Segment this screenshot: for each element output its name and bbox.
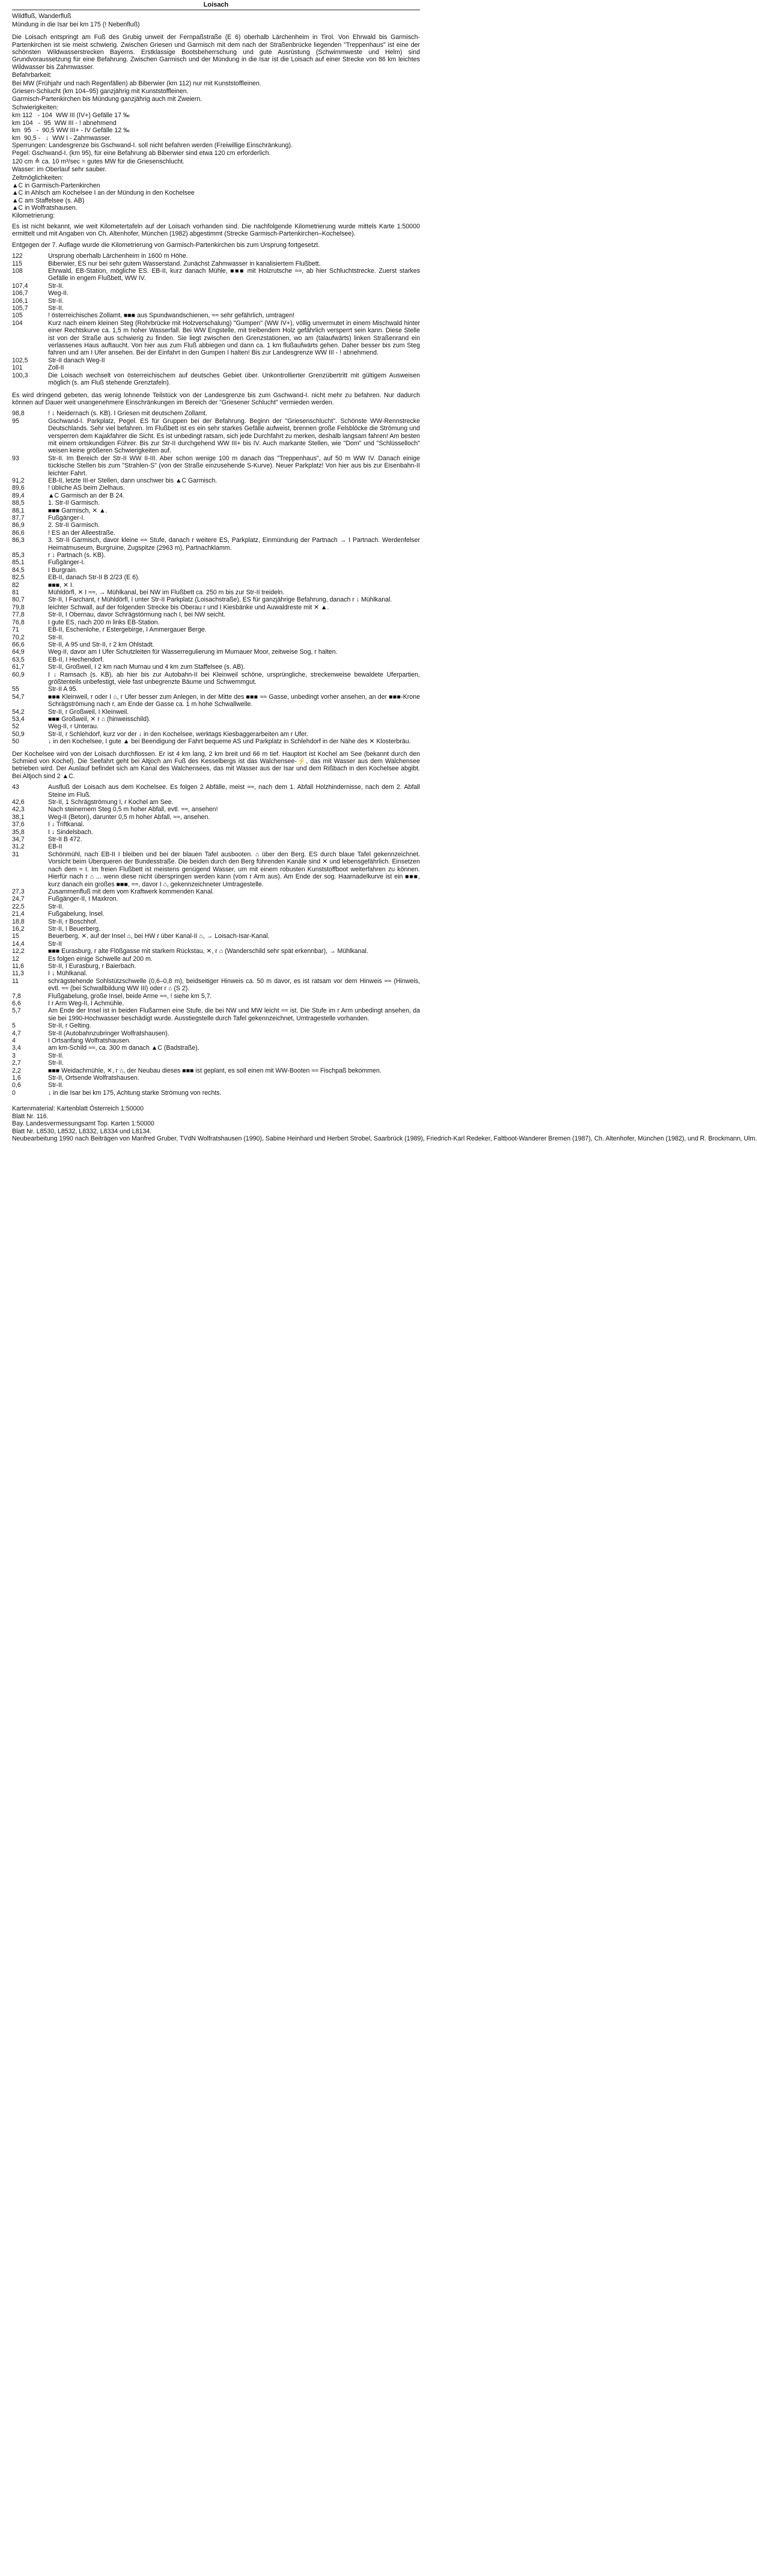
- km-entries-a: [12, 252, 420, 391]
- km-value: 0,6: [12, 1082, 21, 1089]
- km-entry: [12, 970, 420, 977]
- km-entry: [12, 978, 420, 993]
- km-value: 93: [12, 454, 19, 462]
- footer-line: Blatt Nr. 116.: [12, 1112, 49, 1120]
- km-description: Beuerberg, ✕, auf der Insel ⌂, bei HW r über Kanal-II ⌂, → Loisach-Isar-Kanal.: [48, 933, 270, 940]
- difficulty-row: km 112 - 104 WW III (IV+) Gefälle 17 ‰: [12, 112, 130, 120]
- km-description: Str-II.: [48, 633, 64, 641]
- km-value: 24,7: [12, 895, 25, 903]
- km-entry: [12, 582, 420, 589]
- km-entry: [12, 455, 420, 477]
- km-value: 16,2: [12, 925, 25, 933]
- km-entry: [12, 522, 420, 529]
- km-entry: [12, 1074, 420, 1082]
- page-title: Loisach: [203, 1, 229, 8]
- km-value: 81: [12, 589, 19, 597]
- camping-item: ▲C in Garmisch-Partenkirchen: [12, 181, 100, 189]
- intro-paragraphs: [12, 34, 420, 111]
- km-value: 27,3: [12, 888, 25, 895]
- km-value: 86,3: [12, 537, 25, 544]
- km-entry: [12, 1044, 420, 1052]
- info-paragraph: Sperrungen: Landesgrenze bis Gschwand-I. soll nicht befahren werden (Freiwillige Einschränkung).: [12, 141, 293, 149]
- camping-item: ▲C in Ahlsch am Kochelsee I an der Mündung in den Kochelsee: [12, 189, 195, 197]
- km-value: 86,6: [12, 529, 25, 537]
- km-description: ■■■ Garmisch, ✕ ▲.: [48, 507, 108, 514]
- km-entry: [12, 537, 420, 552]
- km-entry: [12, 671, 420, 686]
- km-description: Str-II.: [48, 297, 64, 305]
- km-description: EB-II, danach Str-II B 2/23 (E 6).: [48, 574, 140, 582]
- km-entry: [12, 364, 420, 371]
- km-description: EB-II: [48, 843, 62, 851]
- km-entry: [12, 1000, 420, 1007]
- km-value: 66,6: [12, 641, 25, 648]
- km-value: 85,1: [12, 559, 25, 567]
- km-entry: [12, 641, 420, 648]
- km-value: 21,4: [12, 910, 25, 918]
- km-value: 70,2: [12, 633, 25, 641]
- km-description: Zoll-II: [48, 364, 64, 372]
- km-value: 84,5: [12, 566, 25, 574]
- km-description: I ↓ Mühlkanal.: [48, 970, 88, 978]
- km-value: 5: [12, 1022, 16, 1030]
- km-description: Es folgen einige Schwelle auf 200 m.: [48, 955, 153, 963]
- km-description: Str-II, r Gelting.: [48, 1022, 91, 1030]
- km-description: Str-II: [48, 940, 62, 948]
- km-value: 108: [12, 267, 23, 275]
- km-description: Die Loisach wechselt von österreichischem auf deutsches Gebiet über. Unkontrollierter Grenzübertritt mit gültigem Ausweisen möglich (s. am Fluß stehende Grenztafeln).: [48, 371, 420, 387]
- km-entry: [12, 993, 420, 1000]
- km-description: Str-II, I Obernau, davor Schrägstörmung nach I, bei NW seicht.: [48, 611, 225, 619]
- km-entry: [12, 851, 420, 888]
- km-entry: [12, 492, 420, 499]
- km-value: 55: [12, 686, 19, 693]
- km-entry: [12, 693, 420, 708]
- km-description: ■■■, ✕ I.: [48, 581, 74, 589]
- km-description: Ehrwald, EB-Station, mögliche ES. EB-II, kurz danach Mühle, ■■■ mit Holzrutsche ≈≈, ab hier Schluchtstrecke. Zuerst starkes Gefälle in engem Flußbett, WW IV.: [48, 267, 420, 282]
- km-value: 37,6: [12, 821, 25, 829]
- km-description: Str-II.: [48, 1052, 64, 1059]
- km-description: Weg-II, r Unterau.: [48, 723, 99, 731]
- km-description: Str-II. Im Bereich der Str-II WW II-III. Aber schon wenige 100 m danach das "Treppenhaus", auf 50 m WW IV. Danach einige tückische Stellen bis zum "Strahlen-S" (von der Straße einzusehende S-Kurve). Neuer Parkplatz! Von hier aus bis zur Eisenbahn-II leichter Fahrt.: [48, 454, 420, 477]
- km-description: I Ortsanfang Wolfratshausen.: [48, 1037, 131, 1045]
- km-entry: [12, 731, 420, 738]
- km-description: Str-II danach Weg-II: [48, 356, 105, 364]
- km-value: 52: [12, 723, 19, 731]
- km-value: 91,2: [12, 477, 25, 484]
- km-description: ■■■ Kleinweil, r oder I ⌂, r Ufer besser zum Anlegen, in der Mitte des ■■■ ≈≈ Gasse, unbedingt vorher ansehen, an der ■■■-Krone Schrägströmung nach r, am Ende der Gasse ca. 1 m hohe Schwallwelle.: [48, 693, 420, 708]
- km-description: schrägstehende Sohlstützschwelle (0,6–0,8 m), beidseitiger Hinweis ca. 50 m davor, es ist ratsam vor dem Hinweis ≈≈ (Hinweis, evtl. ≈≈ (bei Schwallbildung WW III) oder r ⌂ (S 2).: [48, 977, 420, 993]
- info-paragraph: 120 cm ≙ ca. 10 m³/sec = gutes MW für die Griesenschlucht.: [12, 157, 185, 165]
- km-paragraph: Es ist nicht bekannt, wie weit Kilometertafeln auf der Loisach vorhanden sind. Die nachfolgende Kilometrierung wurde mittels Karte 1:50000 ermittelt und mit Angaben von Ch. Altenhofer, München (1982) abgestimmt (Strecke Garmisch-Partenkirchen–Kochelsee).: [12, 222, 420, 238]
- km-value: 31: [12, 850, 19, 858]
- intro-lines: [12, 13, 420, 28]
- footer-sources: [12, 1105, 757, 1142]
- km-entry: [12, 634, 420, 641]
- km-description: I Burgrain.: [48, 566, 78, 574]
- km-description: ▲C Garmisch an der B 24.: [48, 492, 125, 499]
- km-value: 4,7: [12, 1029, 21, 1037]
- km-value: 11: [12, 977, 19, 985]
- km-description: ! ES an der Alleestraße.: [48, 529, 115, 537]
- km-description: Weg-II, davor am I Ufer Schutzleiten für Wasserregulierung im Murnauer Moor, zeitweise Sog, r halten.: [48, 648, 338, 656]
- km-description: Str-II, r Boschhof.: [48, 918, 98, 925]
- intro-line: Mündung in die Isar bei km 175 (! Nebenfluß): [12, 20, 140, 28]
- km-description: Schönmühl, nach EB-II I bleiben und bei der blauen Tafel ausbooten. ⌂ über den Berg. ES durch blaue Tafel gekennzeichnet. Vorsicht beim Überqueren der Bundesstraße. Die beiden durch den Berg führenden Kanäle sind ✕ und lebensgefährlich. Einsetzen nach dem ≈ I. Im freien Flußbett ist meistens genügend Wasser, um mit einem robusten Kunststoffboot weiterfahren zu können. Hierfür nach r ⌂ ... wenn diese nicht überspringen werden kann (vom r Arm aus). Am Ende der sog. Haarnadelkurve ist ein ■■■, kurz danach ein großes ■■■, ≈≈, davor I ⌂, gekennzeichneter Umtragestelle.: [48, 850, 420, 888]
- km-description: ! österreichisches Zollamt, ■■■ aus Spundwandschienen, ≈≈ sehr gefährlich, umtragen!: [48, 312, 295, 320]
- km-description: I ↓ Ramsach (s. KB), ab hier bis zur Autobahn-II bei Kleinweil schöne, ursprüngliche, streckenweise bewaldete Uferpartien, größtenteils unbefestigt, viele fast unbegrenzte Bäume und Schwemmgut.: [48, 671, 420, 686]
- km-description: ■■■ Eurasburg, r alte Flößgasse mit starkem Rückstau, ✕, r ⌂ (Wanderschild sehr spät erkennbar), → Mühlkanal.: [48, 948, 368, 955]
- km-entry: [12, 260, 420, 267]
- km-description: Str-II, I Beuerberg.: [48, 925, 101, 933]
- km-value: 85,3: [12, 552, 25, 559]
- km-description: ! übliche AS beim Zielhaus.: [48, 484, 125, 492]
- km-description: ↓ in den Kochelsee, I gute ▲ bei Beendigung der Fahrt bequeme AS und Parkplatz in Schlehdorf in der Nähe des ✕ Klosterbräu.: [48, 738, 411, 746]
- km-entry: [12, 626, 420, 633]
- km-value: 43: [12, 784, 19, 791]
- footer-line: Neubearbeitung 1990 nach Beiträgen von Manfred Gruber, TVdN Wolfratshausen (1990), Sabine Heinhard und Herbert Strobel, Saarbrück (1989), Friedrich-Karl Redeker, Faltboot-Wanderer Bremen (1987), Ch. Altenhofer, München (1982), und R. Brockmann, Ulm.: [12, 1134, 757, 1142]
- km-entry: [12, 282, 420, 290]
- km-description: am km-Schild ≈≈, ca. 300 m danach ▲C (Badstraße).: [48, 1044, 199, 1052]
- intro-paragraph: Griesen-Schlucht (km 104–95) ganzjährig mit Kunststoffleinen.: [12, 88, 189, 96]
- km-entry: [12, 836, 420, 843]
- km-entry: [12, 888, 420, 895]
- kochelsee-paragraph: Der Kochelsee wird von der Loisach durchflossen. Er ist 4 km lang, 2 km breit und 66 m tief. Hauptort ist Kochel am See (bekannt durch den Schmied von Kochel). Die Seefahrt geht bei Altjoch am Fuß des Kesselbergs ist das Walchensee-⚡, das mit Wasser aus dem Walchensee betrieben wird. Der Auslauf befindet sich am Kanal des Walchensees, das mit Wasser aus der Isar und dem Rißbach in den Kochelsee abgibt. Bei Altjoch sind 2 ▲C.: [12, 750, 420, 780]
- km-value: 3,4: [12, 1044, 21, 1052]
- km-value: 82,5: [12, 574, 25, 582]
- km-description: Str-II (Autobahnzubringer Wolfratshausen).: [48, 1029, 169, 1037]
- km-entry: [12, 589, 420, 596]
- km-entry: [12, 1059, 420, 1067]
- km-description: Str-II, r Schlehdorf, kurz vor der ↓ in den Kochelsee, werktags Kiesbaggerarbeiten am r Ufer.: [48, 730, 308, 738]
- intro-paragraph: Schwierigkeiten:: [12, 103, 59, 111]
- km-value: 89,6: [12, 484, 25, 492]
- km-value: 60,9: [12, 671, 25, 678]
- km-entry: [12, 918, 420, 925]
- km-entry: [12, 484, 420, 492]
- km-description: Biberwier, ES nur bei sehr gutem Wasserstand. Zunächst Zahmwasser in kanalisiertem Flußbett.: [48, 260, 321, 267]
- km-value: 88,5: [12, 499, 25, 507]
- km-description: Str-II.: [48, 282, 64, 290]
- km-entry: [12, 723, 420, 730]
- km-entry: [12, 955, 420, 963]
- km-value: 100,3: [12, 371, 28, 379]
- km-entry: [12, 596, 420, 603]
- km-entry: [12, 297, 420, 305]
- km-entry: [12, 843, 420, 850]
- footer-line: Bay. Landesvermessungsamt Top. Karten 1:50000: [12, 1120, 154, 1128]
- km-value: 87,7: [12, 514, 25, 522]
- km-entry: [12, 648, 420, 656]
- km-description: Weg-II.: [48, 290, 68, 297]
- km-value: 5,7: [12, 1007, 21, 1015]
- camping-list: [12, 182, 420, 212]
- km-entry: [12, 529, 420, 537]
- km-entry: [12, 925, 420, 933]
- km-entry: [12, 499, 420, 507]
- km-value: 3: [12, 1052, 16, 1059]
- km-value: 1,6: [12, 1074, 21, 1082]
- km-entry: [12, 910, 420, 918]
- km-value: 71: [12, 626, 19, 634]
- km-entry: [12, 305, 420, 312]
- km-value: 88,1: [12, 507, 25, 514]
- km-value: 105,7: [12, 305, 28, 312]
- km-entry: [12, 507, 420, 514]
- km-description: I gute ES, nach 200 m links EB-Station.: [48, 618, 160, 626]
- km-description: I r Arm Weg-II, I Achmühle.: [48, 1000, 124, 1007]
- km-entry: [12, 252, 420, 260]
- km-entry: [12, 716, 420, 723]
- km-entry: [12, 357, 420, 364]
- km-description: Ursprung oberhalb Lärchenheim in 1600 m Höhe.: [48, 252, 188, 260]
- km-value: 12: [12, 955, 19, 963]
- km-value: 98,8: [12, 410, 25, 418]
- km-value: 107,4: [12, 282, 28, 290]
- km-value: 38,1: [12, 813, 25, 821]
- km-value: 106,7: [12, 290, 28, 297]
- km-value: 15: [12, 933, 19, 940]
- km-description: Fußgänger-I.: [48, 559, 85, 567]
- km-value: 54,2: [12, 708, 25, 716]
- km-value: 77,8: [12, 611, 25, 619]
- km-entry: [12, 784, 420, 799]
- km-entry: [12, 372, 420, 387]
- km-entry: [12, 821, 420, 828]
- km-value: 18,8: [12, 918, 25, 925]
- km-description: Fußgänger-I.: [48, 514, 85, 522]
- km-value: 4: [12, 1037, 16, 1045]
- km-description: ! ↓ Neidernach (s. KB). I Griesen mit deutschem Zollamt.: [48, 410, 207, 418]
- km-description: EB-II, letzte III-er Stellen, dann unschwer bis ▲C Garmisch.: [48, 477, 217, 484]
- difficulty-row: km 104 - 95 WW III - ! abnehmend: [12, 119, 117, 127]
- km-entry: [12, 940, 420, 948]
- km-entry: [12, 933, 420, 940]
- km-value: 11,6: [12, 962, 24, 970]
- km-value: 104: [12, 319, 23, 327]
- km-entry: [12, 806, 420, 813]
- km-value: 64,9: [12, 648, 25, 656]
- km-description: Weg-II (Beton), darunter 0,5 m hoher Abfall, ≈≈, ansehen.: [48, 813, 210, 821]
- km-entry: [12, 552, 420, 559]
- km-entry: [12, 477, 420, 484]
- footer-line: Blatt Nr. L8530, L8532, L8332, L8334 und L8134.: [12, 1127, 152, 1135]
- km-value: 53,4: [12, 715, 25, 723]
- km-value: 14,4: [12, 940, 25, 948]
- km-value: 82: [12, 581, 19, 589]
- km-description: 1. Str-II Garmisch.: [48, 499, 100, 507]
- km-value: 89,4: [12, 492, 25, 499]
- km-entry: [12, 559, 420, 566]
- km-value: 79,8: [12, 603, 25, 611]
- km-entries-c: [12, 784, 420, 1101]
- km-description: Kurz nach einem kleinen Steg (Rohrbrücke mit Holzverschalung) "Gumpen" (WW IV+), völlig unvermutet in einem Mischwald hinter einer Rechtskurve ca. 1,5 m hoher Wasserfall. Bei WW Engstelle, mit treibendem Holz gefährlich versperrt sein kann. Diese Stelle ist von der Straße aus schwierig zu finden. Sie liegt zwischen den Grenzstationen, wo am (talaufwärts) linken Straßenrand ein verlassenes Haus auftaucht. Von hier aus zum Fluß abbiegen und dann ca. 1 km flußaufwärts gehen. Daher besser bis zum Steg fahren und am I Ufer ansehen. Bei der Einfahrt in den Gumpen I halten! Bis zur Landesgrenze WW III - ! abnehmend.: [48, 319, 420, 357]
- intro-paragraph: Garmisch-Partenkirchen bis Mündung ganzjährig auch mit Zweiern.: [12, 96, 202, 103]
- km-value: 2,2: [12, 1067, 21, 1074]
- km-entry: [12, 514, 420, 522]
- km-value: 106,1: [12, 297, 28, 305]
- km-value: 34,7: [12, 836, 25, 844]
- km-value: 63,5: [12, 656, 25, 663]
- km-entry: [12, 895, 420, 903]
- km-value: 42,3: [12, 806, 25, 814]
- km-value: 115: [12, 260, 22, 267]
- km-description: ■■■ Weidachmühle, ✕, r ⌂, der Neubau dieses ■■■ ist geplant, es soll einen mit WW-Booten ≈≈ Fischpaß bekommen.: [48, 1067, 382, 1074]
- km-description: leichter Schwall, auf der folgenden Strecke bis Oberau r und I Kiesbänke und Auwaldreste mit ✕ ▲.: [48, 603, 329, 611]
- km-entry: [12, 708, 420, 716]
- camping-item: ▲C am Staffelsee (s. AB): [12, 196, 85, 204]
- km-entry: [12, 619, 420, 626]
- km-description: Flußgabelung, große Insel, beide Arme ≈≈, ! siehe km 5,7.: [48, 992, 212, 1000]
- km-description: Str-II.: [48, 305, 64, 312]
- km-entry: [12, 814, 420, 821]
- km-description: Str-II, Großweil, I 2 km nach Murnau und 4 km zum Staffelsee (s. AB).: [48, 663, 245, 671]
- km-description: Str-II, I Farchant, r Mühldörfl, I unter Str-II Parkplatz (Loisachstraße), ES für ganzjährige Befahrung, danach r ↓ Mühlkanal.: [48, 596, 392, 604]
- km-entry: [12, 290, 420, 297]
- intro-paragraph: Befahrbarkeit:: [12, 72, 52, 79]
- km-value: 101: [12, 364, 23, 372]
- km-description: EB-II, I Hechendorf.: [48, 656, 105, 663]
- difficulty-row: km 95 - 90,5 WW III+ - IV Gefälle 12 ‰: [12, 127, 130, 135]
- km-description: Zusammenfluß mit dem vom Kraftwerk kommenden Kanal.: [48, 888, 214, 895]
- km-description: I ↓ Sindelsbach.: [48, 828, 93, 836]
- km-value: 6,6: [12, 1000, 21, 1007]
- km-value: 50,9: [12, 730, 25, 738]
- km-description: Str-II, 1 Schrägströmung I, r Kochel am See.: [48, 799, 174, 806]
- km-value: 50: [12, 738, 19, 746]
- km-value: 11,3: [12, 970, 24, 978]
- km-description: Nach steinernem Steg 0,5 m hoher Abfall, evtl. ≈≈, ansehen!: [48, 806, 218, 814]
- km-entries-b: [12, 410, 420, 750]
- km-entry: [12, 1052, 420, 1059]
- km-value: 105: [12, 312, 23, 320]
- km-entry: [12, 963, 420, 970]
- km-value: 95: [12, 417, 19, 425]
- km-description: 2. Str-II Garmisch.: [48, 522, 100, 529]
- km-value: 86,9: [12, 522, 25, 529]
- km-description: Fußgabelung, Insel.: [48, 910, 105, 918]
- footer-line: Kartenmaterial: Kartenblatt Österreich 1:50000: [12, 1105, 144, 1113]
- km-entry: [12, 948, 420, 955]
- km-description: Fußgänger-II, I Maxkron.: [48, 895, 118, 903]
- warning-paragraph: Es wird dringend gebeten, das wenig lohnende Teilstück von der Landesgrenze bis zum Gschwand-I. nicht mehr zu befahren. Nur dadurch können auf Dauer weit unangenehmere Einschränkungen im Bereich der "Griesener Schlucht" vermieden werden.: [12, 391, 420, 406]
- km-description: Str-II.: [48, 903, 64, 910]
- info-paragraph: Pegel: Gschwand-I. (km 95), für eine Befahrung ab Biberwier sind etwa 120 cm erforderlich.: [12, 150, 271, 157]
- km-entry: [12, 312, 420, 319]
- page: [12, 0, 757, 1142]
- km-description: I ↓ Triftkanal.: [48, 821, 85, 829]
- difficulty-table: [12, 112, 420, 142]
- km-entry: [12, 1089, 420, 1097]
- intro-line: Wildfluß, Wanderfluß: [12, 13, 71, 20]
- km-entry: [12, 574, 420, 581]
- camping-item: ▲C in Wolfratshausen.: [12, 204, 78, 212]
- km-description: Str-II B 472.: [48, 836, 82, 844]
- km-entry: [12, 267, 420, 282]
- km-entry: [12, 320, 420, 357]
- km-entry: [12, 686, 420, 693]
- km-value: 80,7: [12, 596, 25, 604]
- km-entry: [12, 1030, 420, 1037]
- km-description: Ausfluß der Loisach aus dem Kochelsee. Es folgen 2 Abfälle, meist ≈≈, nach dem 1. Abfall Holzhindernisse, nach dem 2. Abfall Steine im Fluß.: [48, 784, 420, 799]
- km-entry: [12, 1022, 420, 1029]
- km-paragraph: Kilometrierung:: [12, 212, 55, 219]
- km-paragraph: Entgegen der 7. Auflage wurde die Kilometrierung von Garmisch-Partenkirchen bis zum Ursprung fortgesetzt.: [12, 241, 320, 249]
- km-value: 31,2: [12, 843, 25, 851]
- intro-paragraph: Bei MW (Frühjahr und nach Regenfällen) ab Biberwier (km 112) nur mit Kunststoffleinen.: [12, 79, 261, 87]
- km-value: 0: [12, 1089, 16, 1097]
- km-entry: [12, 1007, 420, 1022]
- km-description: ↓ in die Isar bei km 175, Achtung starke Strömung von rechts.: [48, 1089, 222, 1097]
- km-value: 102,5: [12, 356, 28, 364]
- km-entry: [12, 1067, 420, 1074]
- km-entry: [12, 418, 420, 455]
- kilometrierung-section: [12, 212, 420, 249]
- km-value: 7,8: [12, 992, 21, 1000]
- km-value: 22,5: [12, 903, 25, 910]
- intro-paragraph: Die Loisach entspringt am Fuß des Grubig unweit der Fernpaßstraße (E 6) oberhalb Lärchenheim in Tirol. Von Ehrwald bis Garmisch-Partenkirchen ist sie meist schwierig. Zwischen Griesen und Garmisch mit dem nach der Straßenbrücke liegenden "Treppenhaus" ist eine der schönsten Wildwasserstrecken Bayerns. Erstklassige Bootsbeherrschung und gute Ausrüstung (Schwimmweste und Helm) sind Grundvoraussetzung für eine Befahrung. Zwischen Garmisch und der Mündung in die Isar ist die Loisach auf einer Strecke von 86 km leichtes Wildwasser bis Zahmwasser.: [12, 34, 420, 71]
- km-description: Str-II, r Großweil, I Kleinweil.: [48, 708, 129, 716]
- km-entry: [12, 604, 420, 611]
- km-entry: [12, 410, 420, 417]
- km-value: 122: [12, 252, 23, 260]
- km-entry: [12, 1082, 420, 1089]
- km-description: r ↓ Partnach (s. KB).: [48, 552, 106, 559]
- km-description: ■■■ Großweil, ✕ r ⌂ (hinweisschild).: [48, 715, 151, 723]
- km-description: Str-II, A 95 und Str-II, r 2 km Ohlstadt.: [48, 641, 154, 648]
- km-description: EB-II, Eschenlohe, r Estergebirge, I Ammergauer Berge.: [48, 626, 207, 634]
- km-value: 2,7: [12, 1059, 21, 1067]
- km-description: 3. Str-II Garmisch, davor kleine ≈≈ Stufe, danach r weitere ES, Parkplatz, Einmündung der Partnach → I Partnach. Werdenfelser Heimatmuseum, Burgruine, Zugspitze (2963 m), Partnachklamm.: [48, 537, 420, 552]
- km-value: 76,8: [12, 618, 25, 626]
- km-entry: [12, 829, 420, 836]
- km-description: Str-II, I Eurasburg, r Baierbach.: [48, 962, 136, 970]
- info-paragraph: Wasser: im Oberlauf sehr sauber.: [12, 166, 107, 174]
- km-value: 54,7: [12, 693, 25, 701]
- km-value: 35,8: [12, 828, 25, 836]
- middle-paragraphs: [12, 142, 420, 181]
- km-description: Str-II A 95.: [48, 686, 78, 693]
- km-entry: [12, 663, 420, 671]
- km-description: Am Ende der Insel ist in beiden Flußarmen eine Stufe, die bei NW und MW leicht ≈≈ ist. Die Stufe im r Arm unbedingt ansehen, da sie bei 1990-Hochwasser beschädigt wurde. Ausstiegstelle durch Tafel gekennzeichnet, Umtragestelle vorhanden.: [48, 1007, 420, 1022]
- km-description: Gschwand-I. Parkplatz, Pegel. ES für Gruppen bei der Befahrung. Beginn der "Griesenschlucht". Schönste WW-Rennstrecke Deutschlands. Sehr viel befahren. Im Flußbett ist es ein sehr starkes Gefälle aufweist, brennen große Felsblöcke die Strömung und versperren dem Kajakfahrer die Sicht. Es ist unbedingt ratsam, sich jede Durchfahrt zu merken, deshalb langsam fahren! Am besten mit einem ortskundigen Führer. Bis zur Str-II durchgehend WW III+ bis IV. Auch markante Stellen, wie "Dom" und "Schlüsselloch" weisen keine größeren Schwierigkeiten auf.: [48, 417, 420, 455]
- km-entry: [12, 567, 420, 574]
- km-entry: [12, 611, 420, 618]
- info-paragraph: Zeltmöglichkeiten:: [12, 174, 64, 181]
- km-description: Mühldörfl, ✕ I ≈≈, → Mühlkanal, bei NW im Flußbett ca. 250 m bis zur Str-II treideln.: [48, 589, 285, 597]
- km-description: Str-II.: [48, 1059, 64, 1067]
- km-entry: [12, 738, 420, 745]
- km-value: 61,7: [12, 663, 25, 671]
- km-entry: [12, 656, 420, 663]
- difficulty-row: km 90,5 - ↓ WW I - Zahmwasser.: [12, 134, 112, 142]
- km-entry: [12, 1037, 420, 1044]
- km-description: Str-II, Ortsende Wolfratshausen.: [48, 1074, 139, 1082]
- km-value: 42,6: [12, 799, 25, 806]
- km-value: 12,2: [12, 948, 25, 955]
- km-description: Str-II.: [48, 1082, 64, 1089]
- km-entry: [12, 799, 420, 806]
- km-entry: [12, 903, 420, 910]
